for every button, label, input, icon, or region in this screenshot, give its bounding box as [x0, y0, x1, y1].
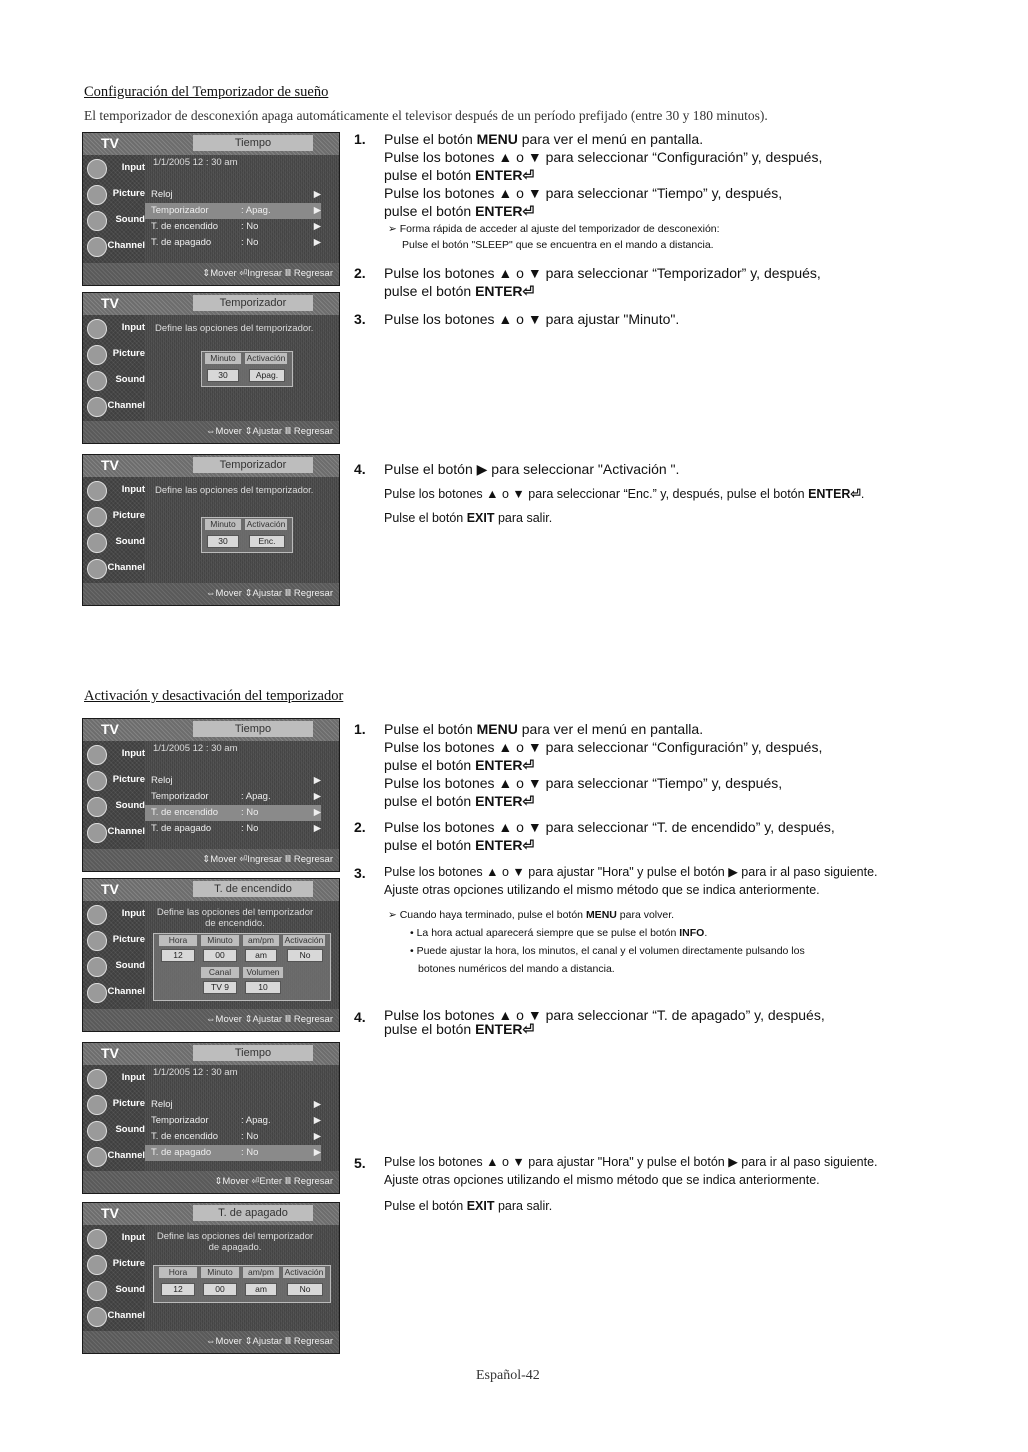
osd-col-minuto: Minuto — [205, 353, 241, 364]
step-number: 1. — [354, 131, 366, 147]
tip-note: Pulse el botón "SLEEP" que se encuentra en el mando a distancia. — [402, 239, 714, 251]
step-line: Pulse los botones ▲ o ▼ para seleccionar “Configuración” y, después, — [384, 739, 823, 755]
osd-date: 1/1/2005 12 : 30 am — [153, 1067, 238, 1078]
osd-nav-bar: ⇕Mover ⏎Ingresar Ⅲ Regresar — [83, 263, 339, 285]
osd-side-sound: Sound — [87, 207, 145, 233]
osd-dialog-text: Define las opciones del temporizador. — [155, 323, 314, 334]
osd-field-activacion: Apag. — [249, 369, 285, 382]
osd-side-input: Input — [87, 155, 145, 181]
osd-side-input: Input — [87, 315, 145, 341]
osd-col-ampm: am/pm — [243, 1267, 279, 1278]
osd-side-channel: Channel — [87, 819, 145, 845]
step-number: 5. — [354, 1155, 366, 1171]
osd-side-sound: Sound — [87, 793, 145, 819]
step-line: Pulse el botón EXIT para salir. — [384, 1199, 553, 1213]
step-number: 1. — [354, 721, 366, 737]
osd-side-channel: Channel — [87, 555, 145, 581]
osd-dialog-text: Define las opciones del temporizador. — [155, 485, 314, 496]
step-line: pulse el botón ENTER⏎ — [384, 167, 535, 183]
channel-icon — [87, 237, 107, 257]
osd-date: 1/1/2005 12 : 30 am — [153, 157, 238, 168]
picture-icon — [87, 1095, 107, 1115]
osd-row-temporizador: Temporizador : Apag. ▶ — [151, 791, 321, 802]
step-line: Pulse el botón ▶ para seleccionar "Activación ". — [384, 461, 680, 477]
step-line: Ajuste otras opciones utilizando el mismo método que se indica anteriormente. — [384, 1173, 820, 1187]
osd-row-apagado: T. de apagado : No ▶ — [151, 237, 321, 248]
step-line: Pulse los botones ▲ o ▼ para seleccionar “Tiempo” y, después, — [384, 775, 783, 791]
channel-icon — [87, 1147, 107, 1167]
picture-icon — [87, 507, 107, 527]
osd-row-encendido: T. de encendido : No ▶ — [145, 805, 321, 821]
osd-field-ampm: am — [245, 949, 277, 962]
osd-row-reloj: Reloj ▶ — [151, 775, 321, 786]
osd-field-activacion: No — [287, 949, 323, 962]
step-line: pulse el botón ENTER⏎ — [384, 837, 535, 853]
osd-side-sound: Sound — [87, 529, 145, 555]
osd-side-channel: Channel — [87, 1143, 145, 1169]
channel-icon — [87, 559, 107, 579]
input-icon — [87, 1069, 107, 1089]
intro-text: El temporizador de desconexión apaga automáticamente el televisor después de un período prefijado (entre 30 y 180 minutos). — [84, 108, 768, 123]
osd-col-activacion: Activación — [246, 353, 286, 363]
tip-note: • Puede ajustar la hora, los minutos, el canal y el volumen directamente pulsando los — [410, 945, 805, 957]
step-line: Pulse el botón MENU para ver el menú en pantalla. — [384, 721, 704, 737]
tv-label: TV — [101, 295, 119, 311]
sound-icon — [87, 1281, 107, 1301]
osd-row-temporizador: Temporizador : Apag. ▶ — [151, 1115, 321, 1126]
osd-nav-bar: ⇕Mover ⏎Ingresar Ⅲ Regresar — [83, 849, 339, 871]
osd-row-reloj: Reloj ▶ — [151, 189, 321, 200]
osd-nav-bar: ⇔Mover ⇕Ajustar Ⅲ Regresar — [83, 421, 339, 443]
tv-label: TV — [101, 135, 119, 151]
step-line: Pulse los botones ▲ o ▼ para seleccionar “Enc.” y, después, pulse el botón ENTER⏎. — [384, 487, 865, 501]
osd-side-sound: Sound — [87, 367, 145, 393]
tip-note: botones numéricos del mando a distancia. — [418, 963, 615, 975]
osd-row-reloj: Reloj ▶ — [151, 1099, 321, 1110]
step-line: pulse el botón ENTER⏎ — [384, 203, 535, 219]
tip-note: • La hora actual aparecerá siempre que se pulse el botón INFO. — [410, 927, 708, 939]
osd-row-encendido: T. de encendido : No ▶ — [151, 221, 321, 232]
osd-col-hora: Hora — [159, 1267, 197, 1278]
sound-icon — [87, 957, 107, 977]
picture-icon — [87, 185, 107, 205]
tv-screen-encendido — [82, 878, 340, 1032]
step-line: pulse el botón ENTER⏎ — [384, 283, 535, 299]
osd-row-apagado: T. de apagado : No ▶ — [145, 1145, 321, 1161]
step-line: Pulse los botones ▲ o ▼ para seleccionar “T. de apagado” y, después, — [384, 1007, 825, 1023]
osd-side-sound: Sound — [87, 1117, 145, 1143]
input-icon — [87, 1229, 107, 1249]
sound-icon — [87, 371, 107, 391]
osd-side-picture: Picture — [87, 181, 145, 207]
osd-field-canal: TV 9 — [203, 981, 237, 994]
step-number: 3. — [354, 311, 366, 327]
osd-field-volumen: 10 — [245, 981, 281, 994]
channel-icon — [87, 983, 107, 1003]
osd-col-canal: Canal — [201, 967, 239, 978]
osd-side-picture: Picture — [87, 341, 145, 367]
osd-field-ampm: am — [245, 1283, 277, 1296]
tv-label: TV — [101, 457, 119, 473]
step-line: pulse el botón ENTER⏎ — [384, 793, 535, 809]
osd-menu-title: T. de encendido — [193, 881, 313, 897]
tv-label: TV — [101, 1045, 119, 1061]
osd-side-channel: Channel — [87, 1303, 145, 1329]
osd-menu-title: T. de apagado — [193, 1205, 313, 1221]
tv-screen-tiempo-menu-3 — [82, 1042, 340, 1194]
tv-screen-tiempo-menu-2 — [82, 718, 340, 872]
tv-screen-temporizador — [82, 292, 340, 444]
tv-label: TV — [101, 721, 119, 737]
osd-dialog-text: Define las opciones del temporizador de encendido. — [156, 907, 314, 929]
step-line: Pulse los botones ▲ o ▼ para seleccionar “T. de encendido” y, después, — [384, 819, 835, 835]
step-number: 2. — [354, 819, 366, 835]
picture-icon — [87, 1255, 107, 1275]
osd-field-minuto: 00 — [203, 1283, 237, 1296]
osd-dialog-text: Define las opciones del temporizador de apagado. — [156, 1231, 314, 1253]
tv-label: TV — [101, 1205, 119, 1221]
channel-icon — [87, 823, 107, 843]
step-line: Pulse los botones ▲ o ▼ para ajustar "Hora" y pulse el botón ▶ para ir al paso siguiente. — [384, 1155, 878, 1169]
osd-nav-bar: ⇔Mover ⇕Ajustar Ⅲ Regresar — [83, 1331, 339, 1353]
osd-col-minuto: Minuto — [205, 519, 241, 530]
sound-icon — [87, 1121, 107, 1141]
step-number: 3. — [354, 865, 366, 881]
osd-side-picture: Picture — [87, 767, 145, 793]
page-number: Español-42 — [476, 1368, 540, 1383]
osd-col-volumen: Volumen — [243, 967, 283, 978]
osd-nav-bar: ⇔Mover ⇕Ajustar Ⅲ Regresar — [83, 583, 339, 605]
osd-date: 1/1/2005 12 : 30 am — [153, 743, 238, 754]
input-icon — [87, 159, 107, 179]
step-number: 4. — [354, 461, 366, 477]
osd-row-apagado: T. de apagado : No ▶ — [151, 823, 321, 834]
section-title: Activación y desactivación del temporizador — [84, 688, 344, 704]
osd-col-activacion: Activación — [284, 935, 324, 945]
osd-field-minuto: 00 — [203, 949, 237, 962]
step-line: pulse el botón ENTER⏎ — [384, 757, 535, 773]
sound-icon — [87, 211, 107, 231]
input-icon — [87, 745, 107, 765]
tv-screen-temporizador-activacion — [82, 454, 340, 606]
step-line: Pulse los botones ▲ o ▼ para seleccionar “Configuración” y, después, — [384, 149, 823, 165]
osd-side-input: Input — [87, 901, 145, 927]
channel-icon — [87, 1307, 107, 1327]
osd-side-channel: Channel — [87, 233, 145, 259]
tip-note: ➢ Forma rápida de acceder al ajuste del temporizador de desconexión: — [388, 223, 720, 235]
osd-side-channel: Channel — [87, 393, 145, 419]
sound-icon — [87, 797, 107, 817]
osd-row-temporizador: Temporizador : Apag. ▶ — [145, 203, 321, 219]
osd-menu-title: Tiempo — [193, 1045, 313, 1061]
section-title: Configuración del Temporizador de sueño — [84, 84, 329, 100]
osd-side-sound: Sound — [87, 953, 145, 979]
osd-nav-bar: ⇔Mover ⇕Ajustar Ⅲ Regresar — [83, 1009, 339, 1031]
sound-icon — [87, 533, 107, 553]
step-number: 4. — [354, 1009, 366, 1025]
step-line: pulse el botón ENTER⏎ — [384, 1021, 535, 1037]
osd-side-input: Input — [87, 1225, 145, 1251]
step-line: Pulse los botones ▲ o ▼ para ajustar "Hora" y pulse el botón ▶ para ir al paso siguiente. — [384, 865, 878, 879]
osd-col-activacion: Activación — [284, 1267, 324, 1277]
step-line: Pulse los botones ▲ o ▼ para seleccionar “Tiempo” y, después, — [384, 185, 783, 201]
step-line: Pulse el botón EXIT para salir. — [384, 511, 553, 525]
osd-col-minuto: Minuto — [201, 1267, 239, 1278]
tv-screen-apagado — [82, 1202, 340, 1354]
osd-nav-bar: ⇕Mover ⏎Enter Ⅲ Regresar — [83, 1171, 339, 1193]
osd-side-picture: Picture — [87, 1251, 145, 1277]
osd-menu-title: Tiempo — [193, 721, 313, 737]
step-line: Pulse los botones ▲ o ▼ para ajustar "Minuto". — [384, 311, 680, 327]
input-icon — [87, 319, 107, 339]
picture-icon — [87, 771, 107, 791]
osd-side-input: Input — [87, 1065, 145, 1091]
osd-side-picture: Picture — [87, 503, 145, 529]
osd-side-sound: Sound — [87, 1277, 145, 1303]
step-number: 2. — [354, 265, 366, 281]
tip-note: ➢ Cuando haya terminado, pulse el botón MENU para volver. — [388, 909, 675, 921]
osd-menu-title: Temporizador — [193, 457, 313, 473]
osd-field-minuto: 30 — [207, 535, 239, 548]
tv-label: TV — [101, 881, 119, 897]
picture-icon — [87, 931, 107, 951]
osd-side-picture: Picture — [87, 927, 145, 953]
osd-menu-title: Tiempo — [193, 135, 313, 151]
osd-field-activacion: Enc. — [249, 535, 285, 548]
osd-menu-title: Temporizador — [193, 295, 313, 311]
osd-field-minuto: 30 — [207, 369, 239, 382]
step-line: Pulse los botones ▲ o ▼ para seleccionar “Temporizador” y, después, — [384, 265, 821, 281]
osd-col-ampm: am/pm — [243, 935, 279, 946]
osd-side-input: Input — [87, 477, 145, 503]
osd-col-minuto: Minuto — [201, 935, 239, 946]
osd-col-hora: Hora — [159, 935, 197, 946]
osd-row-encendido: T. de encendido : No ▶ — [151, 1131, 321, 1142]
input-icon — [87, 905, 107, 925]
step-line: Ajuste otras opciones utilizando el mismo método que se indica anteriormente. — [384, 883, 820, 897]
osd-col-activacion: Activación — [246, 519, 286, 529]
osd-field-hora: 12 — [161, 949, 195, 962]
channel-icon — [87, 397, 107, 417]
osd-field-activacion: No — [287, 1283, 323, 1296]
step-line: Pulse el botón MENU para ver el menú en pantalla. — [384, 131, 704, 147]
input-icon — [87, 481, 107, 501]
tv-screen-tiempo-menu — [82, 132, 340, 286]
osd-side-channel: Channel — [87, 979, 145, 1005]
osd-side-input: Input — [87, 741, 145, 767]
osd-side-picture: Picture — [87, 1091, 145, 1117]
picture-icon — [87, 345, 107, 365]
osd-field-hora: 12 — [161, 1283, 195, 1296]
